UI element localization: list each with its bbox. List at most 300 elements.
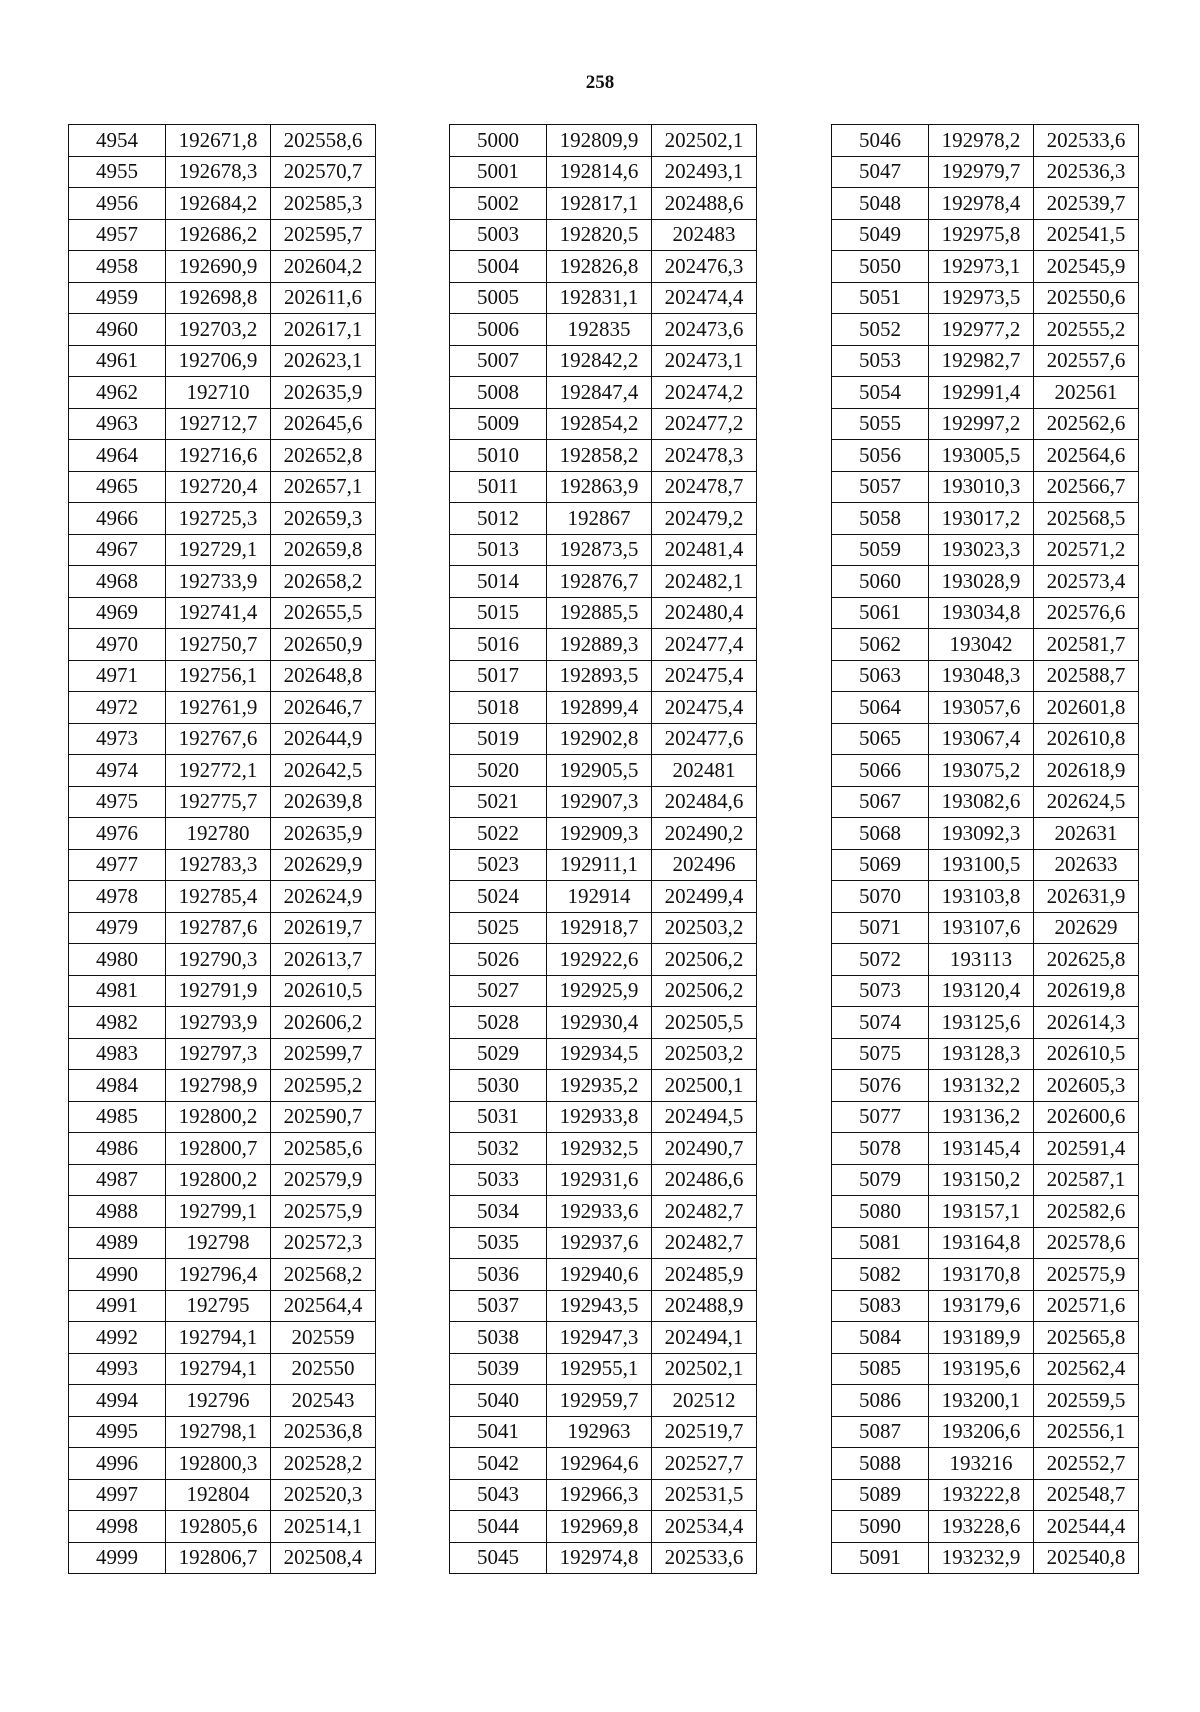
y-coordinate-cell: 202572,3 <box>271 1227 376 1259</box>
x-coordinate-cell: 192799,1 <box>166 1196 271 1228</box>
x-coordinate-cell: 192800,2 <box>166 1164 271 1196</box>
y-coordinate-cell: 202599,7 <box>271 1038 376 1070</box>
x-coordinate-cell: 192905,5 <box>547 755 652 787</box>
table-row <box>832 660 1139 692</box>
table-row <box>450 849 757 881</box>
table-row <box>69 1322 376 1354</box>
point-number-cell: 4968 <box>69 566 166 598</box>
x-coordinate-cell: 192686,2 <box>166 219 271 251</box>
y-coordinate-cell: 202490,2 <box>652 818 757 850</box>
table-row <box>832 1196 1139 1228</box>
x-coordinate-cell: 193206,6 <box>929 1416 1034 1448</box>
table-row <box>832 125 1139 157</box>
y-coordinate-cell: 202494,1 <box>652 1322 757 1354</box>
x-coordinate-cell: 192943,5 <box>547 1290 652 1322</box>
y-coordinate-cell: 202474,4 <box>652 282 757 314</box>
y-coordinate-cell: 202533,6 <box>652 1542 757 1574</box>
point-number-cell: 5054 <box>832 377 929 409</box>
table-row <box>69 660 376 692</box>
table-row <box>450 377 757 409</box>
y-coordinate-cell: 202657,1 <box>271 471 376 503</box>
point-number-cell: 4987 <box>69 1164 166 1196</box>
x-coordinate-cell: 192820,5 <box>547 219 652 251</box>
table-row <box>69 944 376 976</box>
x-coordinate-cell: 192678,3 <box>166 156 271 188</box>
point-number-cell: 4993 <box>69 1353 166 1385</box>
x-coordinate-cell: 192909,3 <box>547 818 652 850</box>
point-number-cell: 5083 <box>832 1290 929 1322</box>
y-coordinate-cell: 202601,8 <box>1034 692 1139 724</box>
table-row <box>450 251 757 283</box>
table-row <box>69 849 376 881</box>
table-row <box>450 566 757 598</box>
table-row <box>832 1511 1139 1543</box>
point-number-cell: 5011 <box>450 471 547 503</box>
point-number-cell: 5009 <box>450 408 547 440</box>
x-coordinate-cell: 192800,7 <box>166 1133 271 1165</box>
point-number-cell: 5067 <box>832 786 929 818</box>
point-number-cell: 5026 <box>450 944 547 976</box>
y-coordinate-cell: 202629,9 <box>271 849 376 881</box>
point-number-cell: 5074 <box>832 1007 929 1039</box>
table-row <box>69 1196 376 1228</box>
x-coordinate-cell: 192914 <box>547 881 652 913</box>
point-number-cell: 5089 <box>832 1479 929 1511</box>
point-number-cell: 4977 <box>69 849 166 881</box>
x-coordinate-cell: 192982,7 <box>929 345 1034 377</box>
y-coordinate-cell: 202556,1 <box>1034 1416 1139 1448</box>
table-row <box>450 629 757 661</box>
x-coordinate-cell: 193028,9 <box>929 566 1034 598</box>
y-coordinate-cell: 202499,4 <box>652 881 757 913</box>
y-coordinate-cell: 202506,2 <box>652 975 757 1007</box>
point-number-cell: 5006 <box>450 314 547 346</box>
y-coordinate-cell: 202475,4 <box>652 692 757 724</box>
table-row <box>450 534 757 566</box>
point-number-cell: 5064 <box>832 692 929 724</box>
y-coordinate-cell: 202650,9 <box>271 629 376 661</box>
x-coordinate-cell: 193179,6 <box>929 1290 1034 1322</box>
y-coordinate-cell: 202484,6 <box>652 786 757 818</box>
x-coordinate-cell: 192863,9 <box>547 471 652 503</box>
table-row <box>832 1070 1139 1102</box>
y-coordinate-cell: 202652,8 <box>271 440 376 472</box>
y-coordinate-cell: 202482,1 <box>652 566 757 598</box>
table-row <box>450 1448 757 1480</box>
point-number-cell: 5061 <box>832 597 929 629</box>
point-number-cell: 5001 <box>450 156 547 188</box>
x-coordinate-cell: 192775,7 <box>166 786 271 818</box>
y-coordinate-cell: 202564,6 <box>1034 440 1139 472</box>
table-row <box>450 314 757 346</box>
table-row <box>450 188 757 220</box>
table-row <box>832 282 1139 314</box>
y-coordinate-cell: 202536,3 <box>1034 156 1139 188</box>
point-number-cell: 5090 <box>832 1511 929 1543</box>
point-number-cell: 4986 <box>69 1133 166 1165</box>
y-coordinate-cell: 202655,5 <box>271 597 376 629</box>
x-coordinate-cell: 192959,7 <box>547 1385 652 1417</box>
table-row <box>832 629 1139 661</box>
x-coordinate-cell: 193128,3 <box>929 1038 1034 1070</box>
y-coordinate-cell: 202543 <box>271 1385 376 1417</box>
table-row <box>69 1101 376 1133</box>
x-coordinate-cell: 192931,6 <box>547 1164 652 1196</box>
x-coordinate-cell: 192973,5 <box>929 282 1034 314</box>
point-number-cell: 4961 <box>69 345 166 377</box>
y-coordinate-cell: 202595,7 <box>271 219 376 251</box>
page-number: 258 <box>585 72 615 93</box>
table-row <box>450 1542 757 1574</box>
point-number-cell: 5052 <box>832 314 929 346</box>
table-row <box>832 345 1139 377</box>
y-coordinate-cell: 202548,7 <box>1034 1479 1139 1511</box>
table-row <box>832 912 1139 944</box>
y-coordinate-cell: 202639,8 <box>271 786 376 818</box>
x-coordinate-cell: 192932,5 <box>547 1133 652 1165</box>
x-coordinate-cell: 192798,1 <box>166 1416 271 1448</box>
table-row <box>832 597 1139 629</box>
y-coordinate-cell: 202604,2 <box>271 251 376 283</box>
y-coordinate-cell: 202534,4 <box>652 1511 757 1543</box>
table-row <box>69 629 376 661</box>
y-coordinate-cell: 202633 <box>1034 849 1139 881</box>
table-row <box>832 1448 1139 1480</box>
x-coordinate-cell: 192684,2 <box>166 188 271 220</box>
point-number-cell: 5065 <box>832 723 929 755</box>
table-row <box>69 881 376 913</box>
x-coordinate-cell: 193103,8 <box>929 881 1034 913</box>
table-row <box>832 471 1139 503</box>
point-number-cell: 4964 <box>69 440 166 472</box>
y-coordinate-cell: 202473,6 <box>652 314 757 346</box>
x-coordinate-cell: 193170,8 <box>929 1259 1034 1291</box>
point-number-cell: 5053 <box>832 345 929 377</box>
y-coordinate-cell: 202581,7 <box>1034 629 1139 661</box>
point-number-cell: 4972 <box>69 692 166 724</box>
x-coordinate-cell: 192826,8 <box>547 251 652 283</box>
point-number-cell: 5071 <box>832 912 929 944</box>
x-coordinate-cell: 192794,1 <box>166 1353 271 1385</box>
point-number-cell: 4967 <box>69 534 166 566</box>
table-row <box>450 912 757 944</box>
x-coordinate-cell: 192975,8 <box>929 219 1034 251</box>
x-coordinate-cell: 193125,6 <box>929 1007 1034 1039</box>
coordinate-table-2 <box>449 124 757 1574</box>
y-coordinate-cell: 202635,9 <box>271 377 376 409</box>
y-coordinate-cell: 202631,9 <box>1034 881 1139 913</box>
x-coordinate-cell: 192991,4 <box>929 377 1034 409</box>
y-coordinate-cell: 202488,6 <box>652 188 757 220</box>
x-coordinate-cell: 192858,2 <box>547 440 652 472</box>
point-number-cell: 4984 <box>69 1070 166 1102</box>
table-row <box>69 755 376 787</box>
table-row <box>69 1133 376 1165</box>
table-row <box>832 1322 1139 1354</box>
x-coordinate-cell: 193107,6 <box>929 912 1034 944</box>
table-row <box>450 503 757 535</box>
point-number-cell: 4969 <box>69 597 166 629</box>
y-coordinate-cell: 202591,4 <box>1034 1133 1139 1165</box>
point-number-cell: 5020 <box>450 755 547 787</box>
table-row <box>450 1259 757 1291</box>
x-coordinate-cell: 192902,8 <box>547 723 652 755</box>
y-coordinate-cell: 202539,7 <box>1034 188 1139 220</box>
point-number-cell: 4999 <box>69 1542 166 1574</box>
table-row <box>832 1101 1139 1133</box>
table-row <box>69 912 376 944</box>
table-row <box>450 1353 757 1385</box>
y-coordinate-cell: 202482,7 <box>652 1196 757 1228</box>
table-row <box>69 377 376 409</box>
point-number-cell: 5055 <box>832 408 929 440</box>
point-number-cell: 5068 <box>832 818 929 850</box>
table-row <box>69 503 376 535</box>
point-number-cell: 5081 <box>832 1227 929 1259</box>
table-row <box>832 156 1139 188</box>
point-number-cell: 5017 <box>450 660 547 692</box>
x-coordinate-cell: 192934,5 <box>547 1038 652 1070</box>
point-number-cell: 4970 <box>69 629 166 661</box>
x-coordinate-cell: 192907,3 <box>547 786 652 818</box>
x-coordinate-cell: 192997,2 <box>929 408 1034 440</box>
y-coordinate-cell: 202635,9 <box>271 818 376 850</box>
x-coordinate-cell: 192947,3 <box>547 1322 652 1354</box>
point-number-cell: 4973 <box>69 723 166 755</box>
y-coordinate-cell: 202476,3 <box>652 251 757 283</box>
y-coordinate-cell: 202646,7 <box>271 692 376 724</box>
point-number-cell: 4991 <box>69 1290 166 1322</box>
x-coordinate-cell: 193005,5 <box>929 440 1034 472</box>
x-coordinate-cell: 193082,6 <box>929 786 1034 818</box>
point-number-cell: 4992 <box>69 1322 166 1354</box>
table-row <box>69 534 376 566</box>
y-coordinate-cell: 202619,8 <box>1034 975 1139 1007</box>
x-coordinate-cell: 192911,1 <box>547 849 652 881</box>
table-row <box>450 660 757 692</box>
table-row <box>832 944 1139 976</box>
x-coordinate-cell: 192930,4 <box>547 1007 652 1039</box>
y-coordinate-cell: 202483 <box>652 219 757 251</box>
table-row <box>450 1322 757 1354</box>
x-coordinate-cell: 192796 <box>166 1385 271 1417</box>
table-row <box>69 566 376 598</box>
y-coordinate-cell: 202555,2 <box>1034 314 1139 346</box>
x-coordinate-cell: 192791,9 <box>166 975 271 1007</box>
y-coordinate-cell: 202576,6 <box>1034 597 1139 629</box>
point-number-cell: 5015 <box>450 597 547 629</box>
x-coordinate-cell: 192796,4 <box>166 1259 271 1291</box>
x-coordinate-cell: 193136,2 <box>929 1101 1034 1133</box>
y-coordinate-cell: 202506,2 <box>652 944 757 976</box>
x-coordinate-cell: 192831,1 <box>547 282 652 314</box>
table-row <box>832 1416 1139 1448</box>
x-coordinate-cell: 192710 <box>166 377 271 409</box>
y-coordinate-cell: 202502,1 <box>652 1353 757 1385</box>
point-number-cell: 5033 <box>450 1164 547 1196</box>
point-number-cell: 4978 <box>69 881 166 913</box>
x-coordinate-cell: 192873,5 <box>547 534 652 566</box>
y-coordinate-cell: 202559,5 <box>1034 1385 1139 1417</box>
x-coordinate-cell: 192772,1 <box>166 755 271 787</box>
y-coordinate-cell: 202474,2 <box>652 377 757 409</box>
x-coordinate-cell: 192720,4 <box>166 471 271 503</box>
y-coordinate-cell: 202613,7 <box>271 944 376 976</box>
x-coordinate-cell: 192798,9 <box>166 1070 271 1102</box>
table-row <box>832 1227 1139 1259</box>
point-number-cell: 5073 <box>832 975 929 1007</box>
x-coordinate-cell: 193216 <box>929 1448 1034 1480</box>
y-coordinate-cell: 202610,5 <box>271 975 376 1007</box>
point-number-cell: 5045 <box>450 1542 547 1574</box>
point-number-cell: 5082 <box>832 1259 929 1291</box>
table-row <box>832 1007 1139 1039</box>
x-coordinate-cell: 192794,1 <box>166 1322 271 1354</box>
y-coordinate-cell: 202488,9 <box>652 1290 757 1322</box>
x-coordinate-cell: 193023,3 <box>929 534 1034 566</box>
y-coordinate-cell: 202600,6 <box>1034 1101 1139 1133</box>
table-row <box>832 881 1139 913</box>
table-row <box>450 1511 757 1543</box>
x-coordinate-cell: 193200,1 <box>929 1385 1034 1417</box>
y-coordinate-cell: 202527,7 <box>652 1448 757 1480</box>
table-row <box>450 1416 757 1448</box>
point-number-cell: 5040 <box>450 1385 547 1417</box>
table-row <box>832 849 1139 881</box>
y-coordinate-cell: 202571,6 <box>1034 1290 1139 1322</box>
x-coordinate-cell: 192940,6 <box>547 1259 652 1291</box>
table-row <box>450 944 757 976</box>
table-row <box>832 377 1139 409</box>
x-coordinate-cell: 192793,9 <box>166 1007 271 1039</box>
point-number-cell: 5014 <box>450 566 547 598</box>
point-number-cell: 5072 <box>832 944 929 976</box>
x-coordinate-cell: 192922,6 <box>547 944 652 976</box>
table-row <box>69 1511 376 1543</box>
point-number-cell: 5050 <box>832 251 929 283</box>
point-number-cell: 5075 <box>832 1038 929 1070</box>
table-row <box>832 1353 1139 1385</box>
point-number-cell: 5066 <box>832 755 929 787</box>
y-coordinate-cell: 202503,2 <box>652 1038 757 1070</box>
x-coordinate-cell: 192787,6 <box>166 912 271 944</box>
x-coordinate-cell: 192703,2 <box>166 314 271 346</box>
x-coordinate-cell: 193034,8 <box>929 597 1034 629</box>
table-row <box>450 282 757 314</box>
table-row <box>832 251 1139 283</box>
table-row <box>832 219 1139 251</box>
table-row <box>450 1070 757 1102</box>
table-row <box>69 1070 376 1102</box>
y-coordinate-cell: 202494,5 <box>652 1101 757 1133</box>
y-coordinate-cell: 202519,7 <box>652 1416 757 1448</box>
x-coordinate-cell: 193164,8 <box>929 1227 1034 1259</box>
table-row <box>450 345 757 377</box>
x-coordinate-cell: 192978,4 <box>929 188 1034 220</box>
point-number-cell: 5091 <box>832 1542 929 1574</box>
point-number-cell: 4954 <box>69 125 166 157</box>
table-row <box>832 566 1139 598</box>
table-row <box>450 219 757 251</box>
x-coordinate-cell: 192814,6 <box>547 156 652 188</box>
point-number-cell: 5056 <box>832 440 929 472</box>
y-coordinate-cell: 202496 <box>652 849 757 881</box>
point-number-cell: 5002 <box>450 188 547 220</box>
table-row <box>450 1385 757 1417</box>
y-coordinate-cell: 202623,1 <box>271 345 376 377</box>
x-coordinate-cell: 193157,1 <box>929 1196 1034 1228</box>
y-coordinate-cell: 202578,6 <box>1034 1227 1139 1259</box>
y-coordinate-cell: 202582,6 <box>1034 1196 1139 1228</box>
x-coordinate-cell: 192690,9 <box>166 251 271 283</box>
table-row <box>832 818 1139 850</box>
point-number-cell: 5022 <box>450 818 547 850</box>
y-coordinate-cell: 202568,2 <box>271 1259 376 1291</box>
point-number-cell: 5048 <box>832 188 929 220</box>
x-coordinate-cell: 192964,6 <box>547 1448 652 1480</box>
x-coordinate-cell: 193057,6 <box>929 692 1034 724</box>
y-coordinate-cell: 202559 <box>271 1322 376 1354</box>
y-coordinate-cell: 202533,6 <box>1034 125 1139 157</box>
point-number-cell: 5063 <box>832 660 929 692</box>
y-coordinate-cell: 202550 <box>271 1353 376 1385</box>
point-number-cell: 4983 <box>69 1038 166 1070</box>
point-number-cell: 5003 <box>450 219 547 251</box>
table-row <box>450 881 757 913</box>
x-coordinate-cell: 192733,9 <box>166 566 271 598</box>
table-row <box>69 818 376 850</box>
point-number-cell: 5012 <box>450 503 547 535</box>
y-coordinate-cell: 202502,1 <box>652 125 757 157</box>
table-row <box>832 692 1139 724</box>
point-number-cell: 4965 <box>69 471 166 503</box>
x-coordinate-cell: 192933,8 <box>547 1101 652 1133</box>
x-coordinate-cell: 192854,2 <box>547 408 652 440</box>
point-number-cell: 4979 <box>69 912 166 944</box>
y-coordinate-cell: 202493,1 <box>652 156 757 188</box>
point-number-cell: 5004 <box>450 251 547 283</box>
y-coordinate-cell: 202590,7 <box>271 1101 376 1133</box>
y-coordinate-cell: 202520,3 <box>271 1479 376 1511</box>
table-row <box>450 408 757 440</box>
table-row <box>832 1133 1139 1165</box>
table-row <box>832 975 1139 1007</box>
table-row <box>832 408 1139 440</box>
table-row <box>450 1007 757 1039</box>
point-number-cell: 5037 <box>450 1290 547 1322</box>
table-row <box>69 786 376 818</box>
table-row <box>69 1416 376 1448</box>
table-row <box>450 755 757 787</box>
x-coordinate-cell: 193075,2 <box>929 755 1034 787</box>
x-coordinate-cell: 192977,2 <box>929 314 1034 346</box>
point-number-cell: 4998 <box>69 1511 166 1543</box>
x-coordinate-cell: 192706,9 <box>166 345 271 377</box>
table-row <box>69 156 376 188</box>
table-row <box>832 723 1139 755</box>
table-row <box>832 1542 1139 1574</box>
table-row <box>450 1038 757 1070</box>
x-coordinate-cell: 192716,6 <box>166 440 271 472</box>
y-coordinate-cell: 202659,3 <box>271 503 376 535</box>
point-number-cell: 4956 <box>69 188 166 220</box>
x-coordinate-cell: 192918,7 <box>547 912 652 944</box>
y-coordinate-cell: 202606,2 <box>271 1007 376 1039</box>
point-number-cell: 4990 <box>69 1259 166 1291</box>
table-row <box>450 786 757 818</box>
point-number-cell: 4959 <box>69 282 166 314</box>
point-number-cell: 5023 <box>450 849 547 881</box>
